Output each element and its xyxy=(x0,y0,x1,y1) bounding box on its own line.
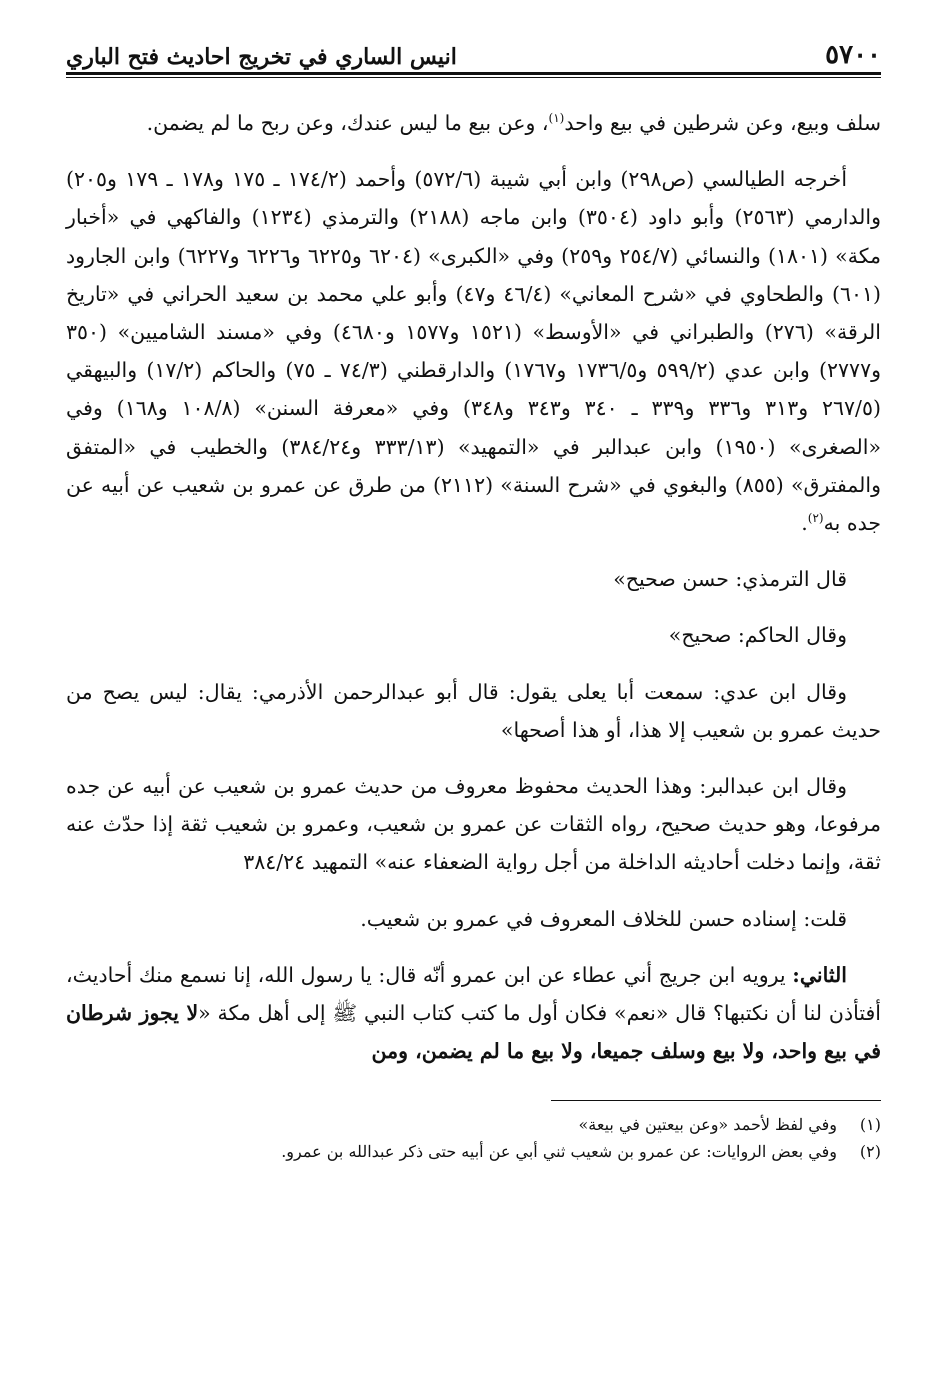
footnote-2 xyxy=(66,1138,881,1165)
paragraph-1 xyxy=(66,104,881,142)
footnote-2-text: وفي بعض الروايات: عن عمرو بن شعيب ثني أبي عن أبيه حتى ذكر عبدالله بن عمرو. xyxy=(281,1142,837,1162)
paragraph-1-text: سلف وبيع، وعن شرطين في بيع واحد xyxy=(564,111,881,135)
footnote-1-number: (١) xyxy=(859,1115,881,1135)
footnote-ref-1[interactable]: (١) xyxy=(548,111,565,126)
paragraph-1-tail: ، وعن بيع ما ليس عندك، وعن ربح ما لم يضمن. xyxy=(146,111,549,135)
footnote-1-text: وفي لفظ لأحمد «وعن بيعتين في بيعة» xyxy=(578,1115,837,1135)
book-title: انيس الساري في تخريج احاديث فتح الباري xyxy=(66,44,457,70)
page-number: ٥٧٠٠ xyxy=(825,40,881,70)
paragraph-2 xyxy=(66,160,881,542)
footnote-rule xyxy=(551,1100,881,1101)
header-rule xyxy=(66,72,881,78)
paragraph-2-tail: . xyxy=(801,511,808,536)
paragraph-3: قال الترمذي: حسن صحيح» xyxy=(613,567,847,592)
book-page xyxy=(66,32,881,1165)
paragraph-8-bold: لا يجوز شرطان في بيع واحد، ولا بيع وسلف جميعا، ولا بيع ما لم يضمن، ومن xyxy=(66,1001,881,1064)
paragraph-8-text: يرويه ابن جريج أني عطاء عن ابن عمرو أنّه قال: يا رسول الله، إنا نسمع منك أحاديث، أفتأذن لنا أن نكتبها؟ قال «نعم» فكان أول ما كتب كتاب النبي ﷺ إلى أهل مكة « xyxy=(66,962,881,1026)
paragraph-8-label: الثاني: xyxy=(792,962,847,987)
main-text xyxy=(66,104,881,1070)
paragraph-2-text: أخرجه الطيالسي (ص٢٩٨) وابن أبي شيبة (٥٧٢/٦) وأحمد (١٧٤/٢ ـ ١٧٥ و١٧٨ ـ ١٧٩ و٢٠٥) والدارمي (٢٥٦٣) وأبو داود (٣٥٠٤) وابن ماجه (٢١٨٨) والترمذي (١٢٣٤) والفاكهي في «أخبار مكة» (١٨٠١) والنسائي (٢٥٤/٧ و٢٥٩) وفي «الكبرى» (٦٢٠٤ و٦٢٢٥ و٦٢٢٦ و٦٢٢٧) وابن الجارود (٦٠١) والطحاوي في «شرح المعاني» (٤٦/٤ و٤٧) وأبو علي محمد بن سعيد الحراني في «تاريخ الرقة» (٢٧٦) والطبراني في «الأوسط» (١٥٢١ و١٥٧٧ و٤٦٨٠) وفي «مسند الشاميين» (٣٥٠ و٢٧٧٧) وابن عدي (٥٩٩/٢ و١٧٣٦/٥ و١٧٦٧) والدارقطني (٧٤/٣ ـ ٧٥) والحاكم (١٧/٢) والبيهقي (٢٦٧/٥ و٣١٣ و٣٣٦ و٣٣٩ ـ ٣٤٠ و٣٤٣ و٣٤٨) وفي «معرفة السنن» (١٠٨/٨ و١٦٨) وفي «الصغرى» (١٩٥٠) وابن عبدالبر في «التمهيد» (٣٣٣/١٣ و٣٨٤/٢٤) والخطيب في «المتفق والمفترق» (٨٥٥) والبغوي في «شرح السنة» (٢١١٢) من طرق عن عمرو بن شعيب عن أبيه عن جده به xyxy=(66,167,882,536)
running-header xyxy=(66,32,881,68)
footnote-1 xyxy=(66,1111,881,1138)
footnote-ref-2[interactable]: (٢) xyxy=(807,511,824,526)
paragraph-8 xyxy=(66,956,881,1071)
footnotes xyxy=(66,1111,881,1165)
footnote-2-number: (٢) xyxy=(859,1142,881,1162)
paragraph-7: قلت: إسناده حسن للخلاف المعروف في عمرو بن شعيب. xyxy=(360,906,847,931)
paragraph-6: وقال ابن عبدالبر: وهذا الحديث محفوظ معروف من حديث عمرو بن شعيب عن أبيه عن جده مرفوعا، وهو حديث صحيح، رواه الثقات عن عمرو بن شعيب، وعمرو بن شعيب ثقة إذا حدّث عنه ثقة، وإنما دخلت أحاديثه الداخلة من أجل رواية الضعفاء عنه» التمهيد ٣٨٤/٢٤ xyxy=(66,774,881,875)
paragraph-5: وقال ابن عدي: سمعت أبا يعلى يقول: قال أبو عبدالرحمن الأذرمي: يقال: ليس يصح من حديث عمرو بن شعيب إلا هذا، أو هذا أصحها» xyxy=(66,679,881,742)
paragraph-4: وقال الحاكم: صحيح» xyxy=(668,623,847,648)
